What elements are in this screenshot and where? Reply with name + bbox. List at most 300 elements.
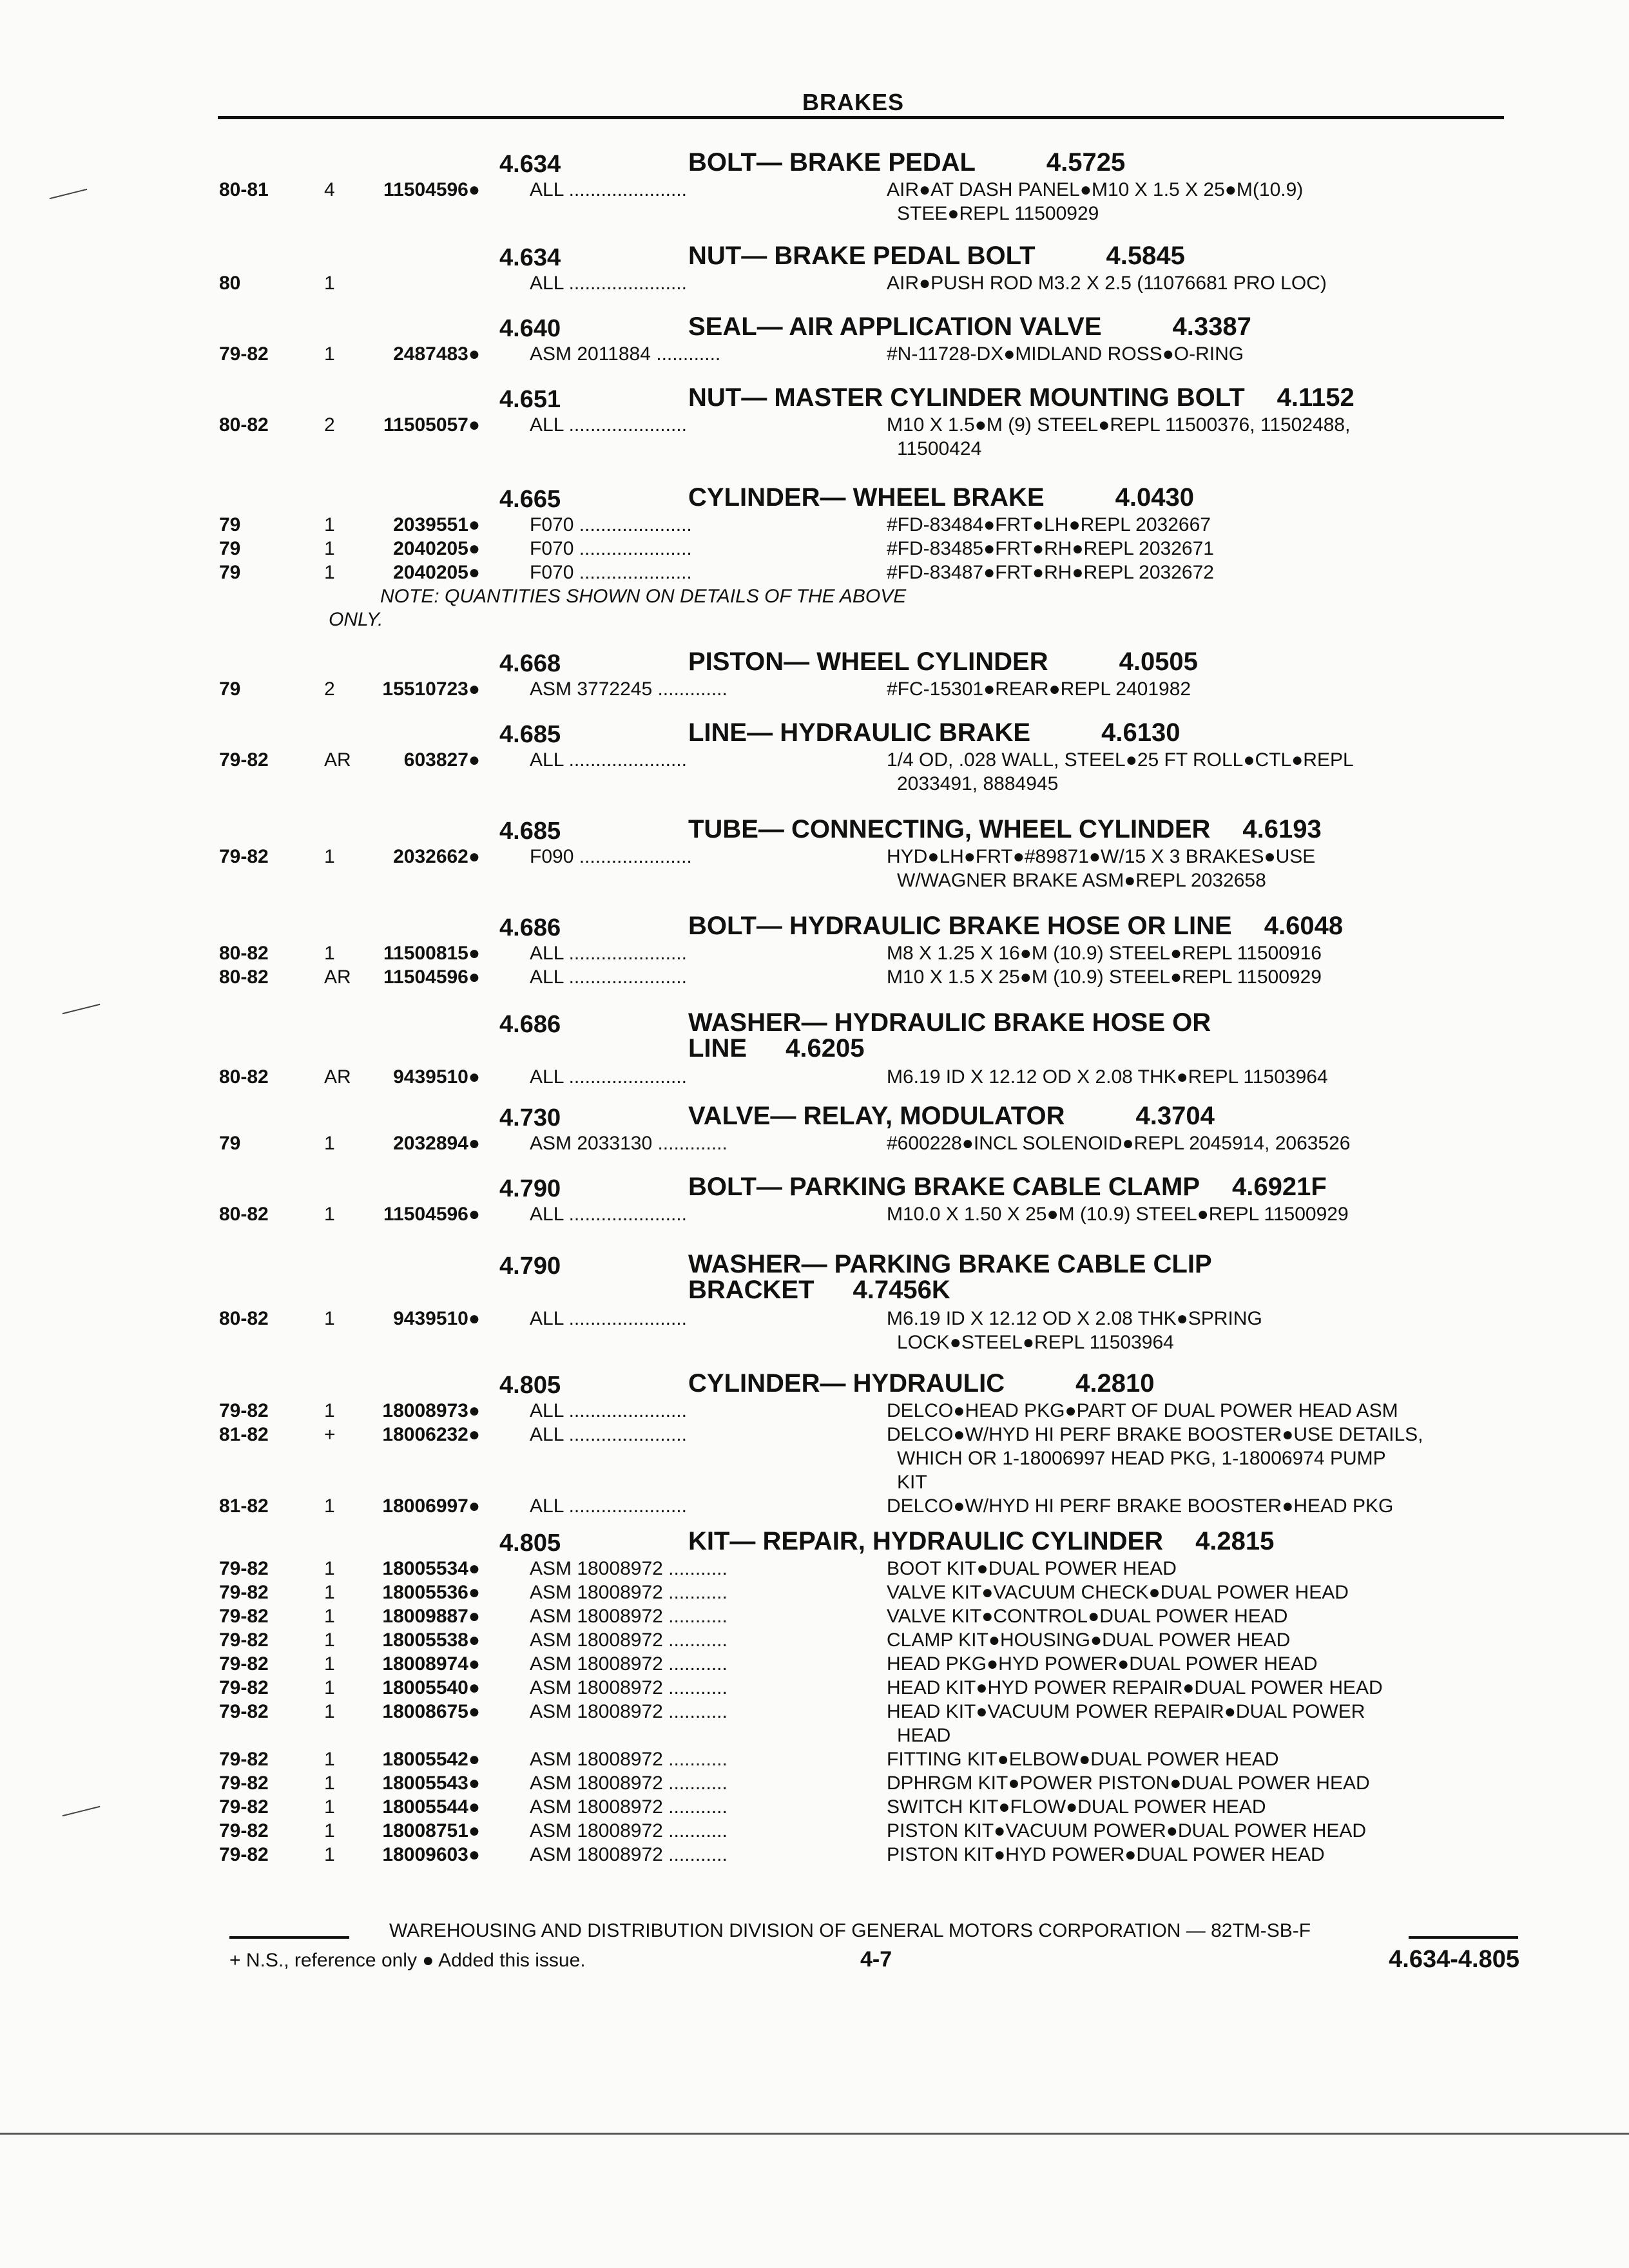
- section-ref: 4.6130: [1101, 718, 1181, 747]
- section-name: [688, 148, 1125, 177]
- part-description-line: LOCK●STEEL●REPL 11503964: [897, 1332, 1174, 1353]
- section-header: [0, 1369, 1629, 1400]
- part-number: 18008675●: [382, 1701, 480, 1722]
- part-description-line: W/WAGNER BRAKE ASM●REPL 2032658: [897, 870, 1266, 891]
- section-header: [0, 1173, 1629, 1204]
- section-name: [688, 1369, 1154, 1398]
- part-description-line: HEAD: [897, 1725, 951, 1746]
- section-name-text: BOLT— PARKING BRAKE CABLE CLAMP: [688, 1173, 1200, 1201]
- part-number: 2032662●: [393, 846, 480, 867]
- quantity: 1: [324, 343, 335, 365]
- part-description: #N-11728-DX●MIDLAND ROSS●O-RING: [887, 343, 1244, 365]
- model-usage: ALL ......................: [530, 179, 687, 200]
- section-header: [0, 383, 1629, 414]
- part-row: [0, 1653, 1629, 1677]
- part-number: 9439510●: [393, 1308, 480, 1329]
- section-name-text: BOLT— BRAKE PEDAL: [688, 148, 976, 177]
- section-name-text: KIT— REPAIR, HYDRAULIC CYLINDER: [688, 1527, 1164, 1555]
- part-row: [0, 1606, 1629, 1629]
- part-number: 18005544●: [382, 1796, 480, 1818]
- part-description: CLAMP KIT●HOUSING●DUAL POWER HEAD: [887, 1629, 1291, 1651]
- section-ref: 4.5725: [1046, 148, 1126, 177]
- model-years: 79-82: [219, 343, 269, 365]
- part-number: 18005534●: [382, 1558, 480, 1579]
- quantity: 1: [324, 1308, 335, 1329]
- section-code: 4.686: [499, 1011, 561, 1038]
- section-ref: 4.6193: [1242, 815, 1322, 843]
- quantity: AR: [324, 749, 351, 771]
- section-header: [0, 483, 1629, 514]
- part-row: [0, 273, 1629, 296]
- part-row: [0, 1558, 1629, 1582]
- model-usage: ALL ......................: [530, 1308, 687, 1329]
- part-description-line: KIT: [897, 1472, 927, 1493]
- quantity: 1: [324, 562, 335, 583]
- part-number: 11504596●: [383, 179, 480, 200]
- quantity: 1: [324, 1653, 335, 1675]
- part-description: DPHRGM KIT●POWER PISTON●DUAL POWER HEAD: [887, 1773, 1370, 1794]
- part-row: [0, 1701, 1629, 1725]
- model-years: 79-82: [219, 1400, 269, 1421]
- model-years: 80-82: [219, 943, 269, 964]
- model-years: 81-82: [219, 1424, 269, 1445]
- section-name: [688, 1527, 1274, 1556]
- part-row: [0, 846, 1629, 870]
- footer-rule-left: [229, 1936, 349, 1939]
- part-number: 11500815●: [383, 943, 480, 964]
- model-usage: ASM 18008972 ...........: [530, 1820, 728, 1841]
- model-years: 80-82: [219, 1204, 269, 1225]
- section-name: [688, 483, 1194, 512]
- model-usage: ASM 2011884 ............: [530, 343, 721, 365]
- model-usage: F070 .....................: [530, 514, 692, 535]
- section-code: 4.790: [499, 1253, 561, 1280]
- model-usage: ALL ......................: [530, 1204, 687, 1225]
- model-years: 79-82: [219, 1582, 269, 1603]
- part-description: BOOT KIT●DUAL POWER HEAD: [887, 1558, 1177, 1579]
- page-number: 4-7: [860, 1947, 892, 1972]
- model-years: 80-82: [219, 966, 269, 988]
- part-description-cont: [0, 1472, 1629, 1495]
- section-name: [688, 1102, 1215, 1131]
- header-rule: [218, 116, 1504, 119]
- part-description-cont: [0, 773, 1629, 797]
- quantity: 1: [324, 1204, 335, 1225]
- section-name: [688, 383, 1354, 412]
- model-usage: ALL ......................: [530, 1066, 687, 1088]
- section-name: [688, 815, 1322, 844]
- catalog-section: [0, 1369, 1629, 1519]
- quantity: 1: [324, 514, 335, 535]
- model-usage: ASM 18008972 ...........: [530, 1701, 728, 1722]
- section-name: [688, 1008, 1211, 1037]
- model-usage: ASM 18008972 ...........: [530, 1773, 728, 1794]
- part-number: 11504596●: [383, 966, 480, 988]
- part-description: AIR●PUSH ROD M3.2 X 2.5 (11076681 PRO LOC): [887, 273, 1327, 294]
- part-row: [0, 1629, 1629, 1653]
- section-name-text: CYLINDER— HYDRAULIC: [688, 1369, 1005, 1398]
- model-usage: ASM 18008972 ...........: [530, 1606, 728, 1627]
- model-years: 80-81: [219, 179, 269, 200]
- part-number: 2032894●: [393, 1133, 480, 1154]
- part-number: 18009603●: [382, 1844, 480, 1865]
- section-header: [0, 242, 1629, 273]
- part-number: 2040205●: [393, 538, 480, 559]
- quantity: 1: [324, 1773, 335, 1794]
- part-row: [0, 1844, 1629, 1868]
- model-usage: ALL ......................: [530, 414, 687, 436]
- quantity: 1: [324, 1400, 335, 1421]
- part-number: 18005538●: [382, 1629, 480, 1651]
- section-header: [0, 312, 1629, 343]
- catalog-section: [0, 1008, 1629, 1090]
- section-header: [0, 1250, 1629, 1308]
- model-years: 79-82: [219, 1629, 269, 1651]
- catalog-section: [0, 242, 1629, 296]
- section-ref: 4.2815: [1195, 1527, 1275, 1555]
- part-description: HEAD KIT●HYD POWER REPAIR●DUAL POWER HEAD: [887, 1677, 1383, 1698]
- section-ref: 4.3704: [1135, 1102, 1215, 1130]
- section-name: [688, 312, 1251, 341]
- model-usage: ASM 18008972 ...........: [530, 1749, 728, 1770]
- section-code: 4.634: [499, 244, 561, 271]
- model-usage: ASM 18008972 ...........: [530, 1844, 728, 1865]
- section-name-text: CYLINDER— WHEEL BRAKE: [688, 483, 1045, 512]
- section-code: 4.805: [499, 1530, 561, 1557]
- part-description: M8 X 1.25 X 16●M (10.9) STEEL●REPL 11500916: [887, 943, 1322, 964]
- model-usage: ASM 3772245 .............: [530, 678, 728, 700]
- section-name-text: LINE— HYDRAULIC BRAKE: [688, 718, 1031, 747]
- part-description: HEAD PKG●HYD POWER●DUAL POWER HEAD: [887, 1653, 1318, 1675]
- part-row: [0, 538, 1629, 562]
- quantity: AR: [324, 1066, 351, 1088]
- part-description: DELCO●HEAD PKG●PART OF DUAL POWER HEAD ASM: [887, 1400, 1398, 1421]
- section-name-text: WASHER— HYDRAULIC BRAKE HOSE OR: [688, 1008, 1211, 1037]
- note-line: ONLY.: [329, 609, 383, 630]
- catalog-section: [0, 1102, 1629, 1157]
- section-name-text: BOLT— HYDRAULIC BRAKE HOSE OR LINE: [688, 912, 1232, 940]
- part-row: [0, 1308, 1629, 1332]
- part-row: [0, 1582, 1629, 1606]
- part-number: 18005543●: [382, 1773, 480, 1794]
- model-usage: ASM 18008972 ...........: [530, 1582, 728, 1603]
- part-number: 18006232●: [382, 1424, 480, 1445]
- part-description: FITTING KIT●ELBOW●DUAL POWER HEAD: [887, 1749, 1279, 1770]
- quantity: 1: [324, 1749, 335, 1770]
- part-row: [0, 966, 1629, 990]
- part-description: PISTON KIT●VACUUM POWER●DUAL POWER HEAD: [887, 1820, 1367, 1841]
- part-number: 2487483●: [393, 343, 480, 365]
- quantity: 1: [324, 1582, 335, 1603]
- section-code: 4.730: [499, 1104, 561, 1131]
- catalog-section: [0, 148, 1629, 227]
- model-years: 79-82: [219, 1677, 269, 1698]
- catalog-section: [0, 483, 1629, 633]
- model-years: 79-82: [219, 1701, 269, 1722]
- section-ref: 4.7456K: [853, 1276, 950, 1304]
- quantity: AR: [324, 966, 351, 988]
- part-description: VALVE KIT●VACUUM CHECK●DUAL POWER HEAD: [887, 1582, 1349, 1603]
- model-years: 79-82: [219, 1844, 269, 1865]
- model-usage: ASM 18008972 ...........: [530, 1558, 728, 1579]
- model-years: 80-82: [219, 1308, 269, 1329]
- part-description-cont: [0, 1332, 1629, 1356]
- model-years: 79: [219, 538, 241, 559]
- model-usage: ASM 18008972 ...........: [530, 1677, 728, 1698]
- section-name-line2: [688, 1276, 950, 1305]
- part-description: #FD-83484●FRT●LH●REPL 2032667: [887, 514, 1211, 535]
- part-row: [0, 1133, 1629, 1157]
- part-description: SWITCH KIT●FLOW●DUAL POWER HEAD: [887, 1796, 1266, 1818]
- part-description: DELCO●W/HYD HI PERF BRAKE BOOSTER●USE DETAILS,: [887, 1424, 1423, 1445]
- catalog-section: [0, 718, 1629, 797]
- model-usage: ALL ......................: [530, 749, 687, 771]
- part-description-cont: [0, 1725, 1629, 1749]
- section-name: [688, 648, 1198, 677]
- footer-corporation: WAREHOUSING AND DISTRIBUTION DIVISION OF GENERAL MOTORS CORPORATION — 82TM-SB-F: [389, 1920, 1311, 1941]
- section-code: 4.805: [499, 1372, 561, 1399]
- section-ref: 4.0430: [1115, 483, 1194, 512]
- section-ref: 4.2810: [1075, 1369, 1155, 1398]
- part-description: 1/4 OD, .028 WALL, STEEL●25 FT ROLL●CTL●REPL: [887, 749, 1354, 771]
- part-row: [0, 1820, 1629, 1844]
- section-name: [688, 718, 1180, 747]
- section-code: 4.665: [499, 486, 561, 513]
- part-number: 11505057●: [383, 414, 480, 436]
- part-number: 9439510●: [393, 1066, 480, 1088]
- part-row: [0, 1424, 1629, 1448]
- catalog-section: [0, 312, 1629, 367]
- section-code: 4.686: [499, 914, 561, 941]
- model-usage: ASM 18008972 ...........: [530, 1653, 728, 1675]
- section-name-text: VALVE— RELAY, MODULATOR: [688, 1102, 1065, 1130]
- model-years: 79-82: [219, 846, 269, 867]
- part-number: 2039551●: [393, 514, 480, 535]
- section-note: [0, 586, 1629, 633]
- model-usage: ALL ......................: [530, 966, 687, 988]
- note-line: NOTE: QUANTITIES SHOWN ON DETAILS OF THE ABOVE: [380, 586, 907, 607]
- section-code: 4.640: [499, 315, 561, 342]
- section-header: [0, 718, 1629, 749]
- section-code: 4.634: [499, 151, 561, 178]
- quantity: 1: [324, 943, 335, 964]
- model-years: 79: [219, 562, 241, 583]
- part-row: [0, 562, 1629, 586]
- section-header: [0, 648, 1629, 678]
- section-name: [688, 1173, 1327, 1202]
- part-row: [0, 343, 1629, 367]
- model-usage: ALL ......................: [530, 1495, 687, 1517]
- section-header: [0, 1527, 1629, 1558]
- page-title: BRAKES: [802, 89, 905, 115]
- catalog-section: [0, 648, 1629, 702]
- section-code: 4.685: [499, 721, 561, 748]
- quantity: 2: [324, 414, 335, 436]
- quantity: 1: [324, 1629, 335, 1651]
- part-description: M10.0 X 1.50 X 25●M (10.9) STEEL●REPL 11500929: [887, 1204, 1349, 1225]
- part-number: 18005542●: [382, 1749, 480, 1770]
- model-usage: F090 .....................: [530, 846, 692, 867]
- section-header: [0, 1008, 1629, 1066]
- model-years: 79-82: [219, 749, 269, 771]
- model-usage: ALL ......................: [530, 1424, 687, 1445]
- section-code: 4.668: [499, 650, 561, 677]
- section-ref: 4.6205: [786, 1034, 865, 1062]
- model-usage: ASM 18008972 ...........: [530, 1629, 728, 1651]
- part-description-cont: [0, 870, 1629, 894]
- section-ref: 4.6048: [1264, 912, 1344, 940]
- part-row: [0, 1400, 1629, 1424]
- part-number: 18008974●: [382, 1653, 480, 1675]
- part-description: M6.19 ID X 12.12 OD X 2.08 THK●REPL 11503964: [887, 1066, 1328, 1088]
- catalog-section: [0, 1527, 1629, 1868]
- part-number: 11504596●: [383, 1204, 480, 1225]
- part-row: [0, 179, 1629, 203]
- quantity: 1: [324, 1796, 335, 1818]
- quantity: 1: [324, 1820, 335, 1841]
- model-years: 79-82: [219, 1820, 269, 1841]
- footer-rule-right: [1409, 1936, 1518, 1939]
- quantity: 1: [324, 1606, 335, 1627]
- part-row: [0, 943, 1629, 966]
- catalog-section: [0, 815, 1629, 894]
- part-row: [0, 514, 1629, 538]
- quantity: 1: [324, 273, 335, 294]
- model-years: 79-82: [219, 1749, 269, 1770]
- section-code: 4.651: [499, 386, 561, 413]
- scan-artifact-line: [0, 2133, 1629, 2135]
- model-years: 79-82: [219, 1796, 269, 1818]
- part-row: [0, 1495, 1629, 1519]
- quantity: 1: [324, 1701, 335, 1722]
- part-description-cont: [0, 1448, 1629, 1472]
- section-ref: 4.6921F: [1232, 1173, 1327, 1201]
- part-description: HEAD KIT●VACUUM POWER REPAIR●DUAL POWER: [887, 1701, 1365, 1722]
- quantity: 1: [324, 538, 335, 559]
- quantity: 1: [324, 1133, 335, 1154]
- part-description: AIR●AT DASH PANEL●M10 X 1.5 X 25●M(10.9): [887, 179, 1304, 200]
- section-code: 4.685: [499, 818, 561, 845]
- part-row: [0, 1773, 1629, 1796]
- part-number: 603827●: [403, 749, 480, 771]
- part-number: 18005536●: [382, 1582, 480, 1603]
- model-years: 81-82: [219, 1495, 269, 1517]
- quantity: 4: [324, 179, 335, 200]
- model-years: 80-82: [219, 1066, 269, 1088]
- part-description-cont: [0, 203, 1629, 227]
- part-number: 18008751●: [382, 1820, 480, 1841]
- catalog-section: [0, 1173, 1629, 1227]
- section-name-continued: BRACKET: [688, 1276, 815, 1304]
- section-name: [688, 1250, 1212, 1279]
- quantity: +: [324, 1424, 336, 1445]
- model-years: 80-82: [219, 414, 269, 436]
- section-header: [0, 148, 1629, 179]
- part-number: 15510723●: [382, 678, 480, 700]
- part-number: 18009887●: [382, 1606, 480, 1627]
- part-description-line: WHICH OR 1-18006997 HEAD PKG, 1-18006974 PUMP: [897, 1448, 1386, 1469]
- quantity: 1: [324, 1558, 335, 1579]
- model-usage: ALL ......................: [530, 273, 687, 294]
- part-row: [0, 1204, 1629, 1227]
- part-row: [0, 749, 1629, 773]
- part-number: 18005540●: [382, 1677, 480, 1698]
- model-years: 79-82: [219, 1558, 269, 1579]
- section-header: [0, 815, 1629, 846]
- quantity: 1: [324, 1844, 335, 1865]
- catalog-section: [0, 383, 1629, 462]
- section-name-line2: [688, 1034, 864, 1063]
- model-years: 79: [219, 1133, 241, 1154]
- quantity: 1: [324, 1677, 335, 1698]
- part-row: [0, 1677, 1629, 1701]
- model-usage: F070 .....................: [530, 538, 692, 559]
- quantity: 2: [324, 678, 335, 700]
- model-years: 80: [219, 273, 241, 294]
- section-name-text: WASHER— PARKING BRAKE CABLE CLIP: [688, 1250, 1212, 1278]
- quantity: 1: [324, 1495, 335, 1517]
- part-description: #FD-83487●FRT●RH●REPL 2032672: [887, 562, 1214, 583]
- model-years: 79-82: [219, 1773, 269, 1794]
- section-name-continued: LINE: [688, 1034, 747, 1062]
- part-row: [0, 1749, 1629, 1773]
- part-description: M10 X 1.5 X 25●M (10.9) STEEL●REPL 11500929: [887, 966, 1322, 988]
- part-row: [0, 414, 1629, 438]
- part-row: [0, 678, 1629, 702]
- model-usage: ASM 2033130 .............: [530, 1133, 728, 1154]
- part-row: [0, 1796, 1629, 1820]
- part-number: 18008973●: [382, 1400, 480, 1421]
- model-years: 79-82: [219, 1606, 269, 1627]
- part-description: M6.19 ID X 12.12 OD X 2.08 THK●SPRING: [887, 1308, 1262, 1329]
- section-name-text: SEAL— AIR APPLICATION VALVE: [688, 312, 1102, 341]
- section-name-text: PISTON— WHEEL CYLINDER: [688, 648, 1048, 676]
- section-header: [0, 912, 1629, 943]
- section-name: [688, 912, 1343, 941]
- part-description-line: STEE●REPL 11500929: [897, 203, 1099, 224]
- part-description: VALVE KIT●CONTROL●DUAL POWER HEAD: [887, 1606, 1288, 1627]
- part-description-line: 11500424: [897, 438, 982, 459]
- part-number: 18006997●: [382, 1495, 480, 1517]
- model-usage: ASM 18008972 ...........: [530, 1796, 728, 1818]
- part-number: 2040205●: [393, 562, 480, 583]
- part-description: #FC-15301●REAR●REPL 2401982: [887, 678, 1191, 700]
- part-description-line: 2033491, 8884945: [897, 773, 1059, 794]
- part-description: #FD-83485●FRT●RH●REPL 2032671: [887, 538, 1214, 559]
- footer-legend: + N.S., reference only ● Added this issue.: [229, 1950, 586, 1971]
- page-range: 4.634-4.805: [1389, 1946, 1519, 1973]
- section-header: [0, 1102, 1629, 1133]
- model-usage: ALL ......................: [530, 1400, 687, 1421]
- part-description: #600228●INCL SOLENOID●REPL 2045914, 2063526: [887, 1133, 1351, 1154]
- section-name-text: NUT— MASTER CYLINDER MOUNTING BOLT: [688, 383, 1245, 412]
- catalog-section: [0, 1250, 1629, 1356]
- model-usage: F070 .....................: [530, 562, 692, 583]
- model-years: 79: [219, 678, 241, 700]
- part-description: PISTON KIT●HYD POWER●DUAL POWER HEAD: [887, 1844, 1325, 1865]
- part-description: M10 X 1.5●M (9) STEEL●REPL 11500376, 11502488,: [887, 414, 1351, 436]
- catalog-section: [0, 912, 1629, 990]
- quantity: 1: [324, 846, 335, 867]
- section-name: [688, 242, 1185, 271]
- model-years: 79-82: [219, 1653, 269, 1675]
- model-usage: ALL ......................: [530, 943, 687, 964]
- section-ref: 4.5845: [1106, 242, 1185, 270]
- part-description-cont: [0, 438, 1629, 462]
- part-row: [0, 1066, 1629, 1090]
- model-years: 79: [219, 514, 241, 535]
- part-description: HYD●LH●FRT●#89871●W/15 X 3 BRAKES●USE: [887, 846, 1316, 867]
